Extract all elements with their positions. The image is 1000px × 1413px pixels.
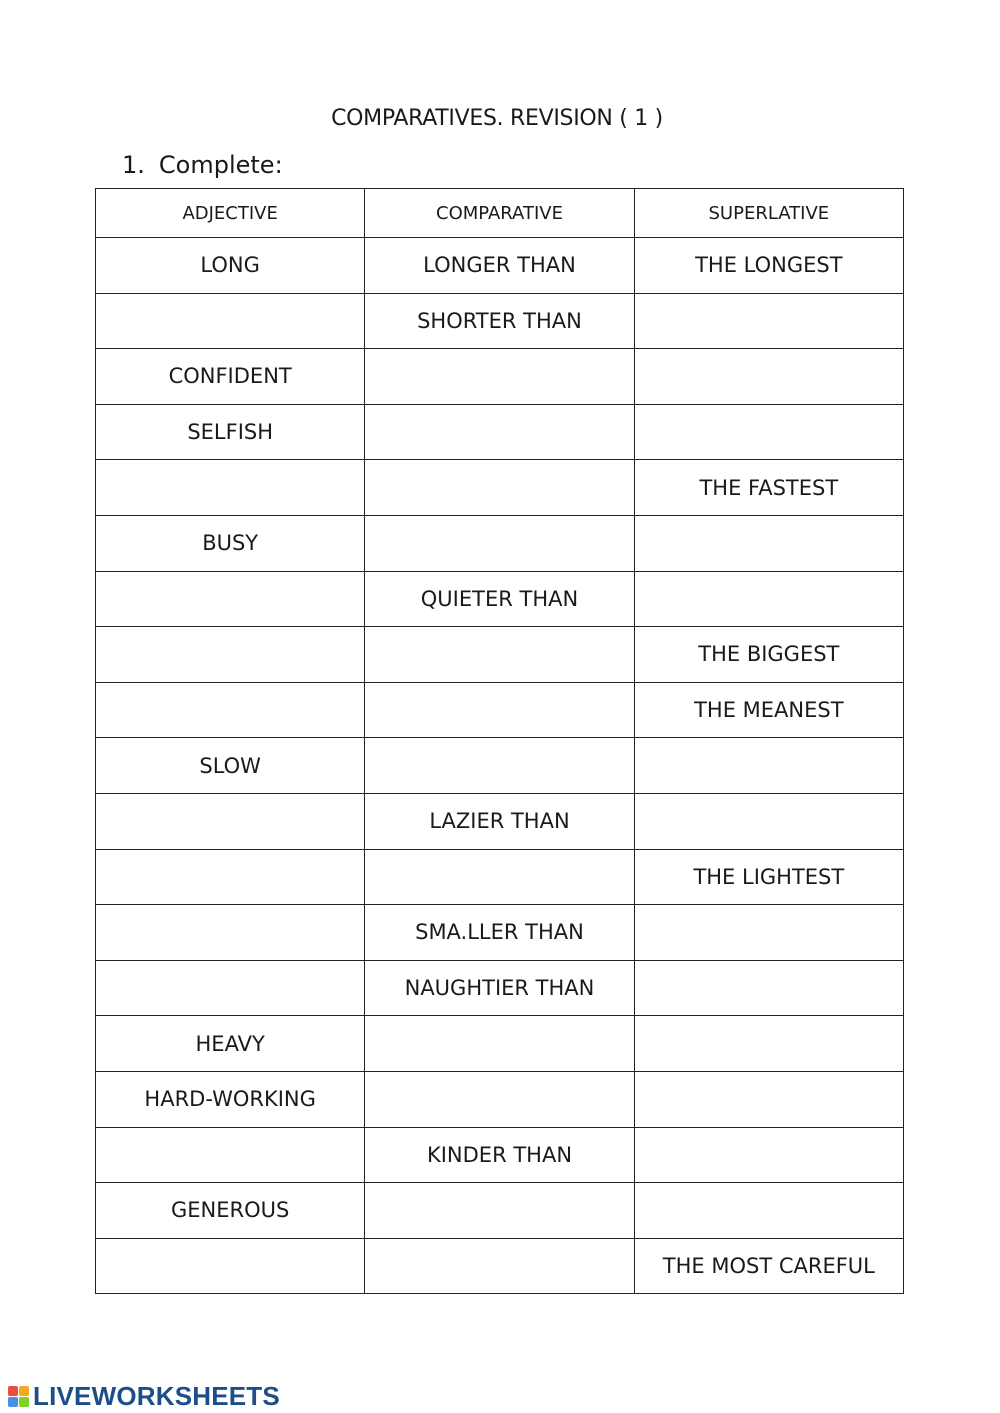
comparative-cell: SHORTER THAN bbox=[365, 293, 634, 349]
table-row bbox=[96, 793, 904, 849]
instruction-number: 1. bbox=[122, 151, 145, 179]
adjective-cell: SLOW bbox=[96, 738, 365, 794]
table-row bbox=[96, 1183, 904, 1239]
table-row bbox=[96, 293, 904, 349]
superlative-cell: THE MOST CAREFUL bbox=[634, 1238, 903, 1294]
comparatives-table bbox=[95, 188, 904, 1294]
comparative-cell[interactable] bbox=[365, 1183, 634, 1239]
comparative-cell[interactable] bbox=[365, 460, 634, 516]
comparative-cell[interactable] bbox=[365, 1071, 634, 1127]
table-row bbox=[96, 682, 904, 738]
liveworksheets-logo-icon bbox=[8, 1386, 29, 1407]
comparative-cell: KINDER THAN bbox=[365, 1127, 634, 1183]
superlative-cell: THE BIGGEST bbox=[634, 627, 903, 683]
comparative-cell[interactable] bbox=[365, 738, 634, 794]
comparative-cell: NAUGHTIER THAN bbox=[365, 960, 634, 1016]
table-row bbox=[96, 627, 904, 683]
table-row bbox=[96, 849, 904, 905]
adjective-cell: SELFISH bbox=[96, 404, 365, 460]
adjective-cell[interactable] bbox=[96, 905, 365, 961]
superlative-cell: THE FASTEST bbox=[634, 460, 903, 516]
brand-name: LIVEWORKSHEETS bbox=[33, 1381, 280, 1411]
superlative-cell[interactable] bbox=[634, 1016, 903, 1072]
adjective-cell: CONFIDENT bbox=[96, 349, 365, 405]
superlative-cell[interactable] bbox=[634, 960, 903, 1016]
comparative-cell[interactable] bbox=[365, 682, 634, 738]
adjective-cell[interactable] bbox=[96, 460, 365, 516]
comparative-cell: SMA.LLER THAN bbox=[365, 905, 634, 961]
comparative-cell[interactable] bbox=[365, 1016, 634, 1072]
comparative-cell: QUIETER THAN bbox=[365, 571, 634, 627]
adjective-cell[interactable] bbox=[96, 682, 365, 738]
table-header-row bbox=[96, 189, 904, 238]
adjective-cell[interactable] bbox=[96, 849, 365, 905]
adjective-cell[interactable] bbox=[96, 960, 365, 1016]
table-row bbox=[96, 460, 904, 516]
adjective-cell: GENEROUS bbox=[96, 1183, 365, 1239]
superlative-cell[interactable] bbox=[634, 571, 903, 627]
table-row bbox=[96, 515, 904, 571]
superlative-cell[interactable] bbox=[634, 1127, 903, 1183]
instruction bbox=[122, 151, 283, 179]
comparative-cell[interactable] bbox=[365, 404, 634, 460]
adjective-cell: HARD-WORKING bbox=[96, 1071, 365, 1127]
table-row bbox=[96, 738, 904, 794]
superlative-cell[interactable] bbox=[634, 293, 903, 349]
table-row bbox=[96, 905, 904, 961]
superlative-cell: THE LONGEST bbox=[634, 238, 903, 294]
comparative-cell[interactable] bbox=[365, 849, 634, 905]
table-row bbox=[96, 1016, 904, 1072]
adjective-cell[interactable] bbox=[96, 1238, 365, 1294]
instruction-text: Complete: bbox=[158, 151, 283, 179]
logo-square bbox=[8, 1386, 18, 1396]
comparative-cell[interactable] bbox=[365, 627, 634, 683]
header-superlative: SUPERLATIVE bbox=[634, 189, 903, 238]
adjective-cell[interactable] bbox=[96, 793, 365, 849]
superlative-cell[interactable] bbox=[634, 1183, 903, 1239]
superlative-cell[interactable] bbox=[634, 1071, 903, 1127]
adjective-cell[interactable] bbox=[96, 1127, 365, 1183]
logo-square bbox=[19, 1386, 29, 1396]
header-comparative: COMPARATIVE bbox=[365, 189, 634, 238]
table-row bbox=[96, 1071, 904, 1127]
table-row bbox=[96, 1127, 904, 1183]
comparative-cell: LONGER THAN bbox=[365, 238, 634, 294]
table-row bbox=[96, 1238, 904, 1294]
table-row bbox=[96, 238, 904, 294]
comparative-cell[interactable] bbox=[365, 1238, 634, 1294]
table-row bbox=[96, 404, 904, 460]
superlative-cell: THE MEANEST bbox=[634, 682, 903, 738]
superlative-cell[interactable] bbox=[634, 349, 903, 405]
table-body bbox=[96, 238, 904, 1294]
comparative-cell[interactable] bbox=[365, 349, 634, 405]
adjective-cell[interactable] bbox=[96, 627, 365, 683]
table-row bbox=[96, 960, 904, 1016]
adjective-cell: BUSY bbox=[96, 515, 365, 571]
superlative-cell[interactable] bbox=[634, 793, 903, 849]
table-row bbox=[96, 571, 904, 627]
superlative-cell[interactable] bbox=[634, 738, 903, 794]
superlative-cell: THE LIGHTEST bbox=[634, 849, 903, 905]
superlative-cell[interactable] bbox=[634, 905, 903, 961]
comparative-cell[interactable] bbox=[365, 515, 634, 571]
table-row bbox=[96, 349, 904, 405]
adjective-cell: LONG bbox=[96, 238, 365, 294]
adjective-cell[interactable] bbox=[96, 571, 365, 627]
header-adjective: ADJECTIVE bbox=[96, 189, 365, 238]
logo-square bbox=[19, 1397, 29, 1407]
comparative-cell: LAZIER THAN bbox=[365, 793, 634, 849]
adjective-cell: HEAVY bbox=[96, 1016, 365, 1072]
superlative-cell[interactable] bbox=[634, 515, 903, 571]
superlative-cell[interactable] bbox=[634, 404, 903, 460]
adjective-cell[interactable] bbox=[96, 293, 365, 349]
worksheet-title: COMPARATIVES. REVISION ( 1 ) bbox=[331, 106, 663, 131]
logo-square bbox=[8, 1397, 18, 1407]
footer-brand bbox=[8, 1381, 280, 1412]
